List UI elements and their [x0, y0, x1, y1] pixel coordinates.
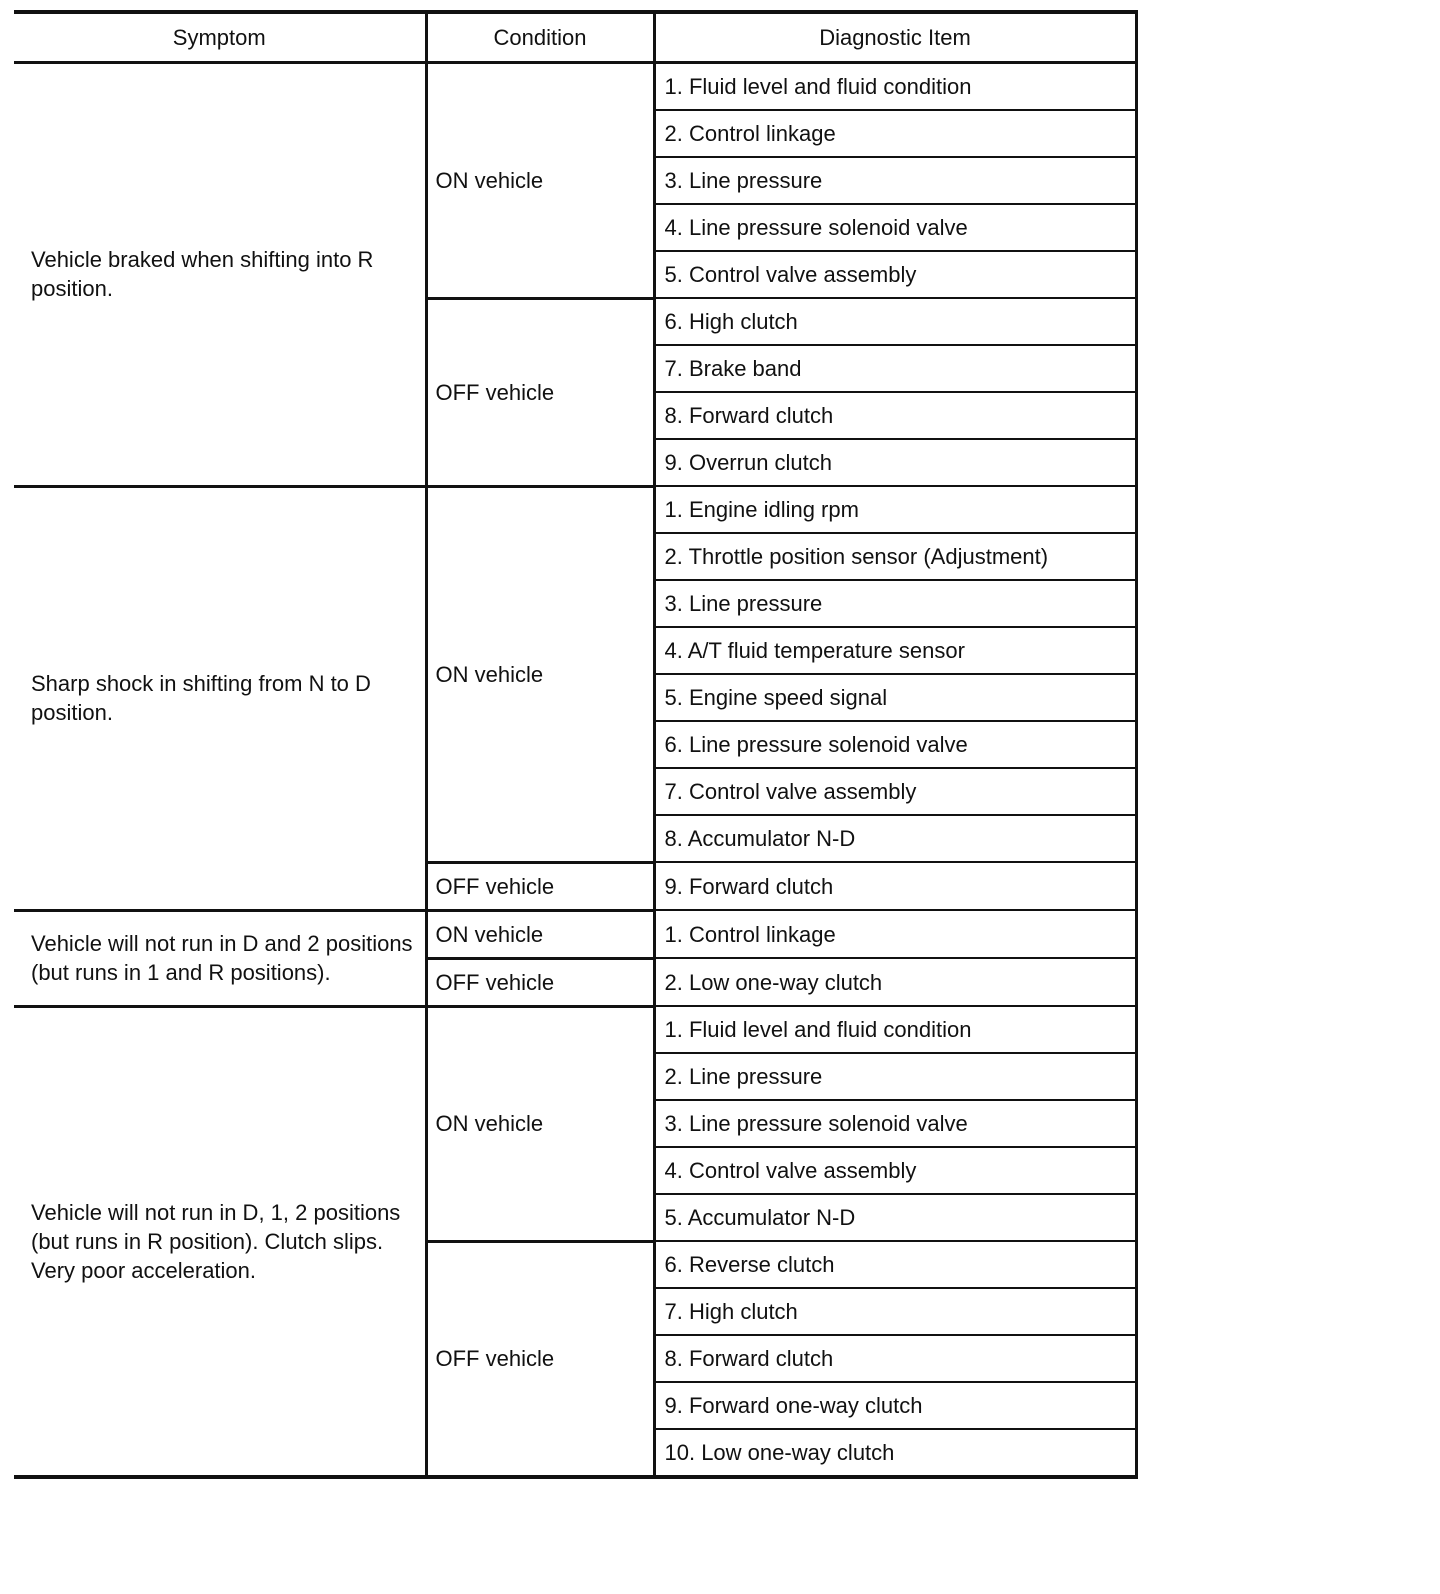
table-row	[14, 486, 1136, 533]
diagnostic-item-cell: 6. Reverse clutch	[654, 1241, 1136, 1288]
diagnostic-item-cell: 1. Engine idling rpm	[654, 486, 1136, 533]
symptom-cell: Sharp shock in shifting from N to D position.	[14, 486, 426, 910]
diagnostic-item-cell: 7. Brake band	[654, 345, 1136, 392]
condition-cell: OFF vehicle	[426, 862, 654, 910]
condition-cell: ON vehicle	[426, 486, 654, 862]
diagnostic-item-cell: 3. Line pressure	[654, 580, 1136, 627]
diagnostic-item-cell: 2. Low one-way clutch	[654, 958, 1136, 1006]
diagnostic-item-cell: 10. Low one-way clutch	[654, 1429, 1136, 1477]
diagnostic-item-cell: 7. Control valve assembly	[654, 768, 1136, 815]
diagnostic-item-cell: 1. Fluid level and fluid condition	[654, 1006, 1136, 1053]
condition-cell: OFF vehicle	[426, 958, 654, 1006]
diagnostic-item-cell: 5. Accumulator N-D	[654, 1194, 1136, 1241]
diagnostic-item-cell: 3. Line pressure solenoid valve	[654, 1100, 1136, 1147]
condition-cell: ON vehicle	[426, 1006, 654, 1241]
header-diagnostic-item: Diagnostic Item	[654, 12, 1136, 63]
diagnostic-item-cell: 2. Line pressure	[654, 1053, 1136, 1100]
symptom-cell: Vehicle will not run in D and 2 positions (but runs in 1 and R positions).	[14, 910, 426, 1006]
table-row	[14, 1006, 1136, 1053]
diagnostic-item-cell: 9. Forward clutch	[654, 862, 1136, 910]
diagnostic-item-cell: 9. Overrun clutch	[654, 439, 1136, 486]
diagnostic-item-cell: 1. Fluid level and fluid condition	[654, 63, 1136, 111]
diagnostic-item-cell: 5. Engine speed signal	[654, 674, 1136, 721]
diagnostic-item-cell: 6. Line pressure solenoid valve	[654, 721, 1136, 768]
diagnostic-item-cell: 8. Forward clutch	[654, 392, 1136, 439]
diagnostic-item-cell: 4. Control valve assembly	[654, 1147, 1136, 1194]
diagnostic-item-cell: 9. Forward one-way clutch	[654, 1382, 1136, 1429]
diagnostic-item-cell: 2. Throttle position sensor (Adjustment)	[654, 533, 1136, 580]
diagnostic-item-cell: 3. Line pressure	[654, 157, 1136, 204]
condition-cell: OFF vehicle	[426, 1241, 654, 1477]
symptom-cell: Vehicle will not run in D, 1, 2 positions (but runs in R position). Clutch slips. Very poor acceleration.	[14, 1006, 426, 1477]
header-symptom: Symptom	[14, 12, 426, 63]
table-header	[14, 12, 1136, 63]
symptom-cell: Vehicle braked when shifting into R position.	[14, 63, 426, 487]
diagnostic-item-cell: 4. Line pressure solenoid valve	[654, 204, 1136, 251]
diagnostic-table	[14, 10, 1138, 1479]
header-condition: Condition	[426, 12, 654, 63]
diagnostic-item-cell: 1. Control linkage	[654, 910, 1136, 958]
diagnostic-item-cell: 5. Control valve assembly	[654, 251, 1136, 298]
diagnostic-item-cell: 8. Forward clutch	[654, 1335, 1136, 1382]
table-row	[14, 910, 1136, 958]
header-row	[14, 12, 1136, 63]
condition-cell: OFF vehicle	[426, 298, 654, 486]
diagnostic-item-cell: 8. Accumulator N-D	[654, 815, 1136, 862]
table-row	[14, 63, 1136, 111]
diagnostic-item-cell: 7. High clutch	[654, 1288, 1136, 1335]
diagnostic-item-cell: 4. A/T fluid temperature sensor	[654, 627, 1136, 674]
condition-cell: ON vehicle	[426, 63, 654, 299]
table-body	[14, 63, 1136, 1478]
diagnostic-item-cell: 2. Control linkage	[654, 110, 1136, 157]
diagnostic-item-cell: 6. High clutch	[654, 298, 1136, 345]
condition-cell: ON vehicle	[426, 910, 654, 958]
